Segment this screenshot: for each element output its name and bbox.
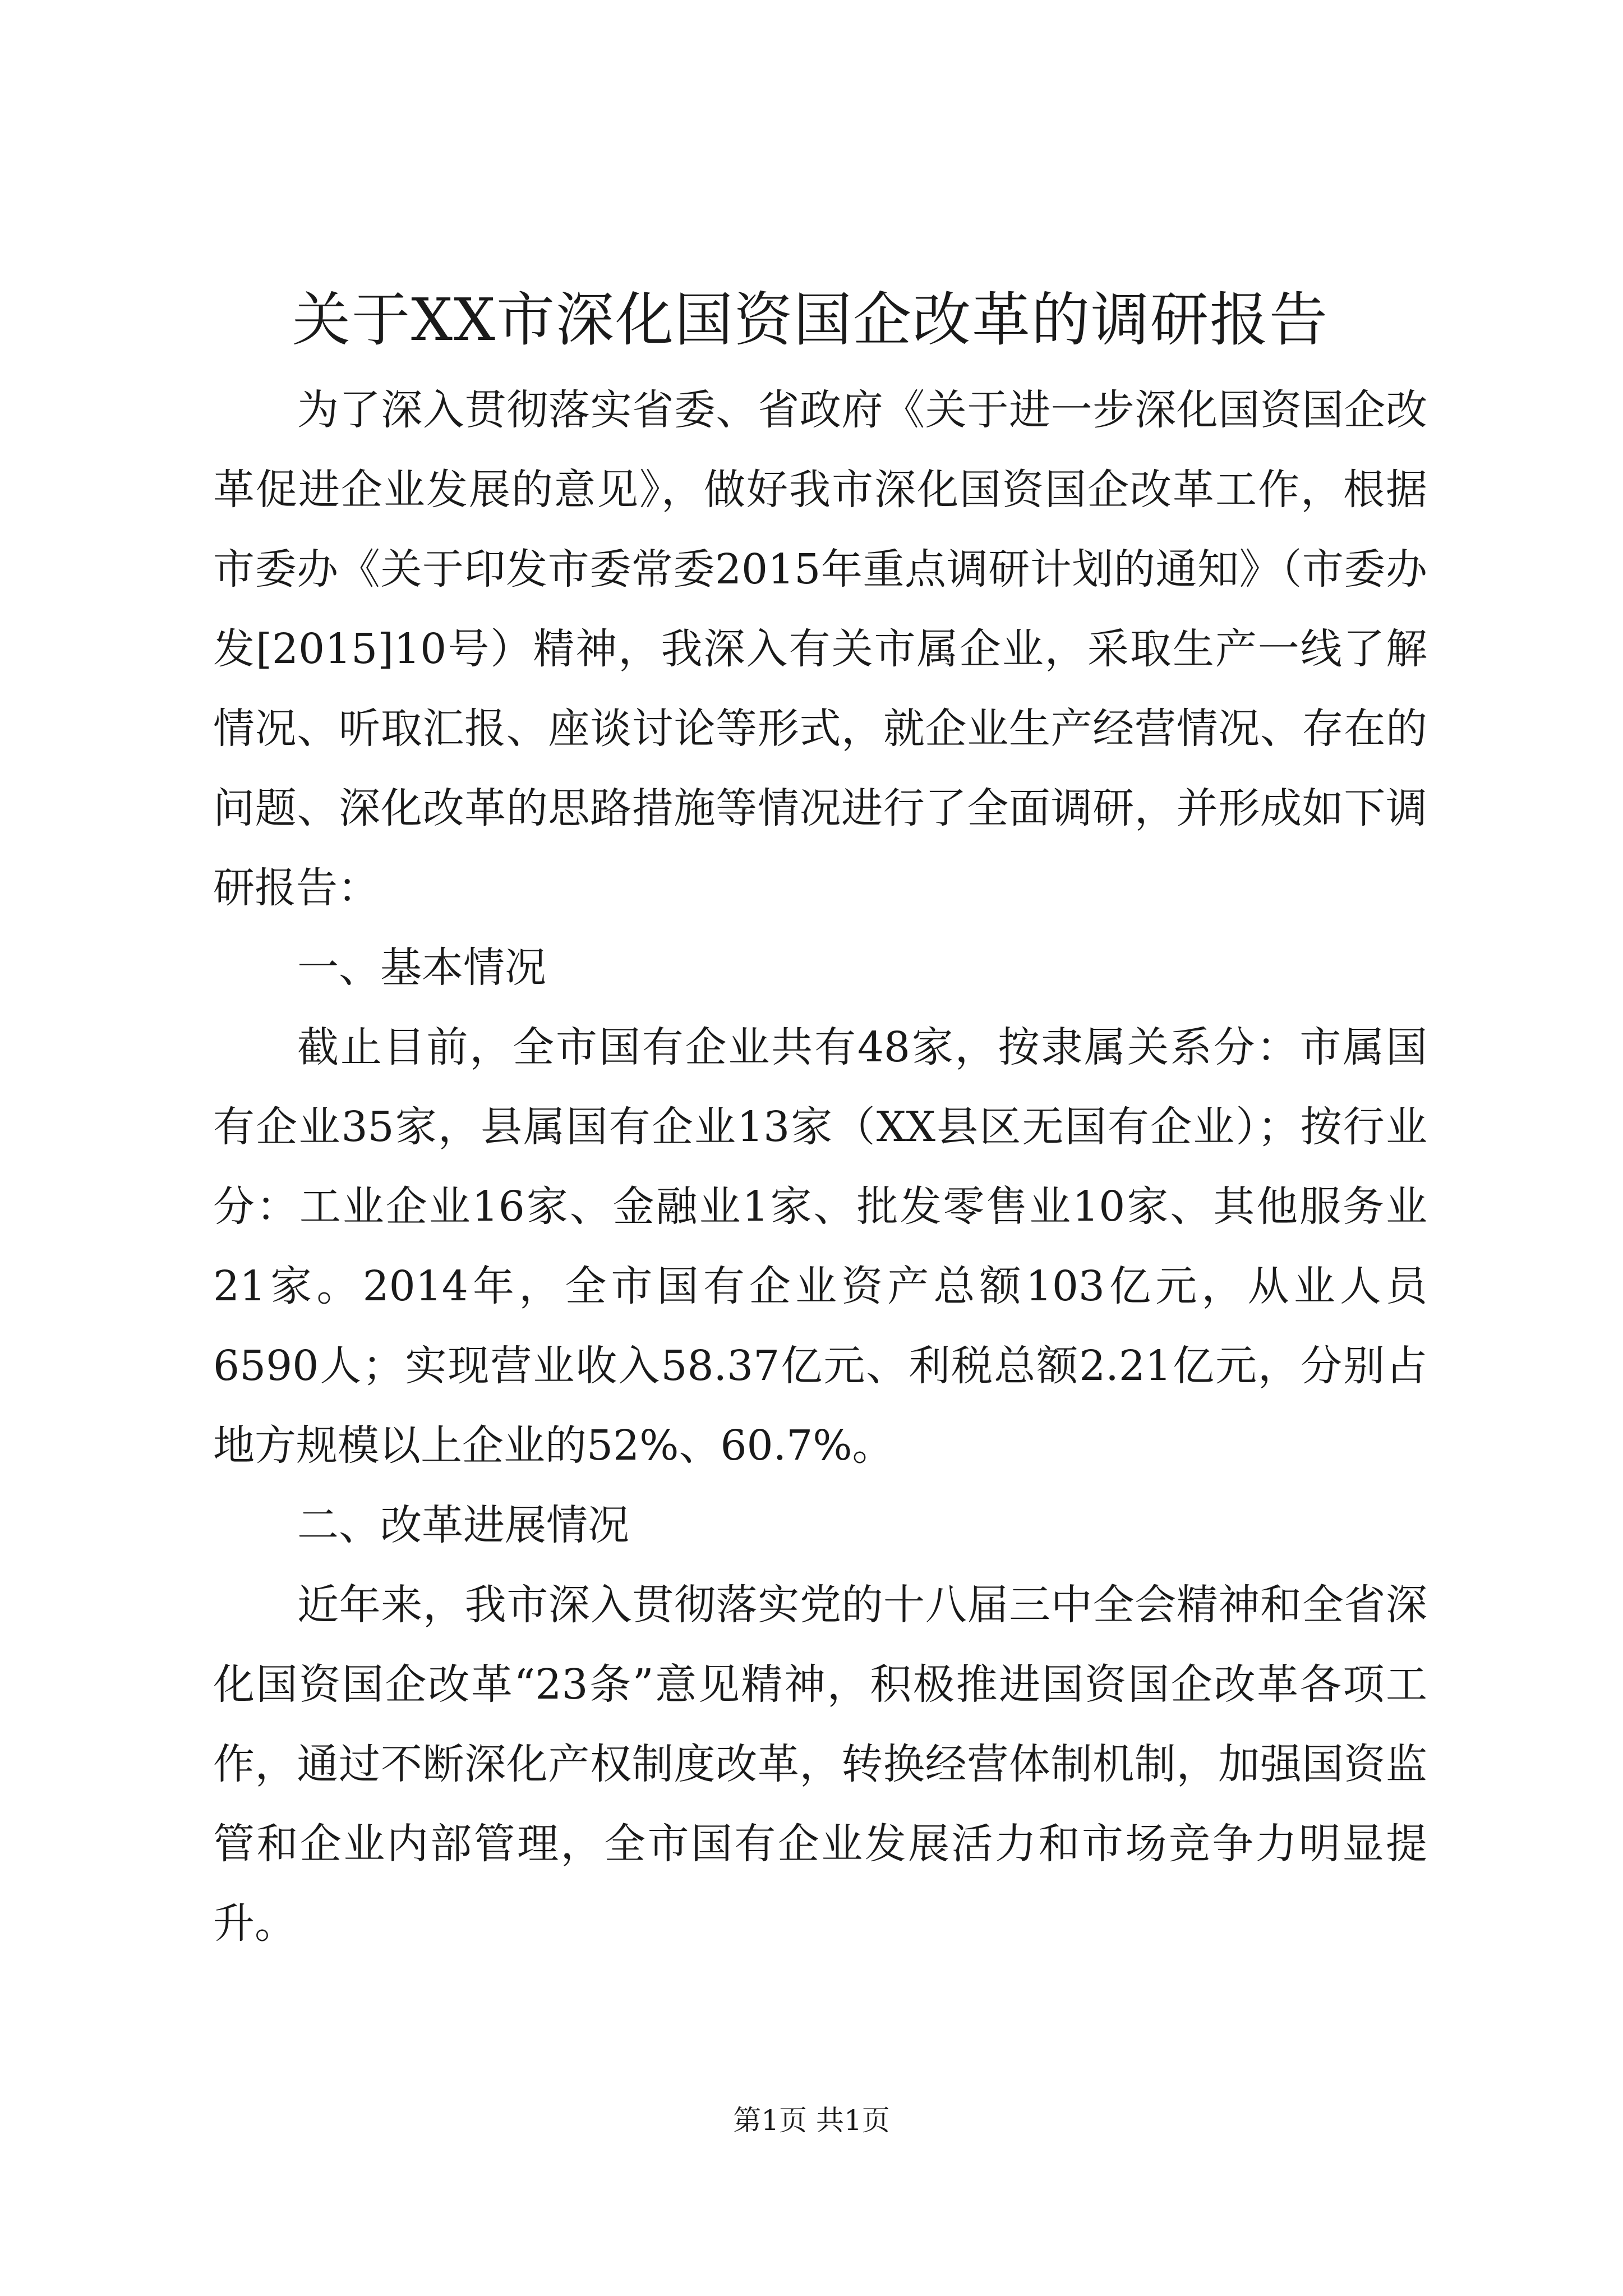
page-footer: 第1页 共1页 xyxy=(733,2104,890,2137)
paragraph-intro: 为了深入贯彻落实省委、省政府《关于进一步深化国资国企改革促进企业发展的意见》，做好我市深化国资国企改革工作，根据市委办《关于印发市委常委2015年重点调研计划的通知》（市委办发[2015]10号）精神，我深入有关市属企业，采取生产一线了解情况、听取汇报、座谈讨论等形式，就企业生产经营情况、存在的问题、深化改革的思路措施等情况进行了全面调研，并形成如下调研报告： xyxy=(213,386,1427,912)
paragraph-basic-situation: 截止目前，全市国有企业共有48家，按隶属关系分：市属国有企业35家，县属国有企业13家（XX县区无国有企业）；按行业分：工业企业16家、金融业1家、批发零售业10家、其他服务业21家。2014年，全市国有企业资产总额103亿元，从业人员6590人；实现营业收入58.37亿元、利税总额2.21亿元，分别占地方规模以上企业的52%、60.7%。 xyxy=(213,1023,1427,1470)
document-body xyxy=(213,370,1427,1963)
document-title: 关于XX市深化国资国企改革的调研报告 xyxy=(292,286,1329,354)
section-heading-reform-progress: 二、改革进展情况 xyxy=(297,1501,629,1549)
paragraph-reform-progress: 近年来，我市深入贯彻落实党的十八届三中全会精神和全省深化国资国企改革“23条”意见精神，积极推进国资国企改革各项工作，通过不断深化产权制度改革，转换经营体制机制，加强国资监管和企业内部管理，全市国有企业发展活力和市场竞争力明显提升。 xyxy=(213,1581,1427,1948)
section-heading-basic-situation: 一、基本情况 xyxy=(297,944,546,992)
